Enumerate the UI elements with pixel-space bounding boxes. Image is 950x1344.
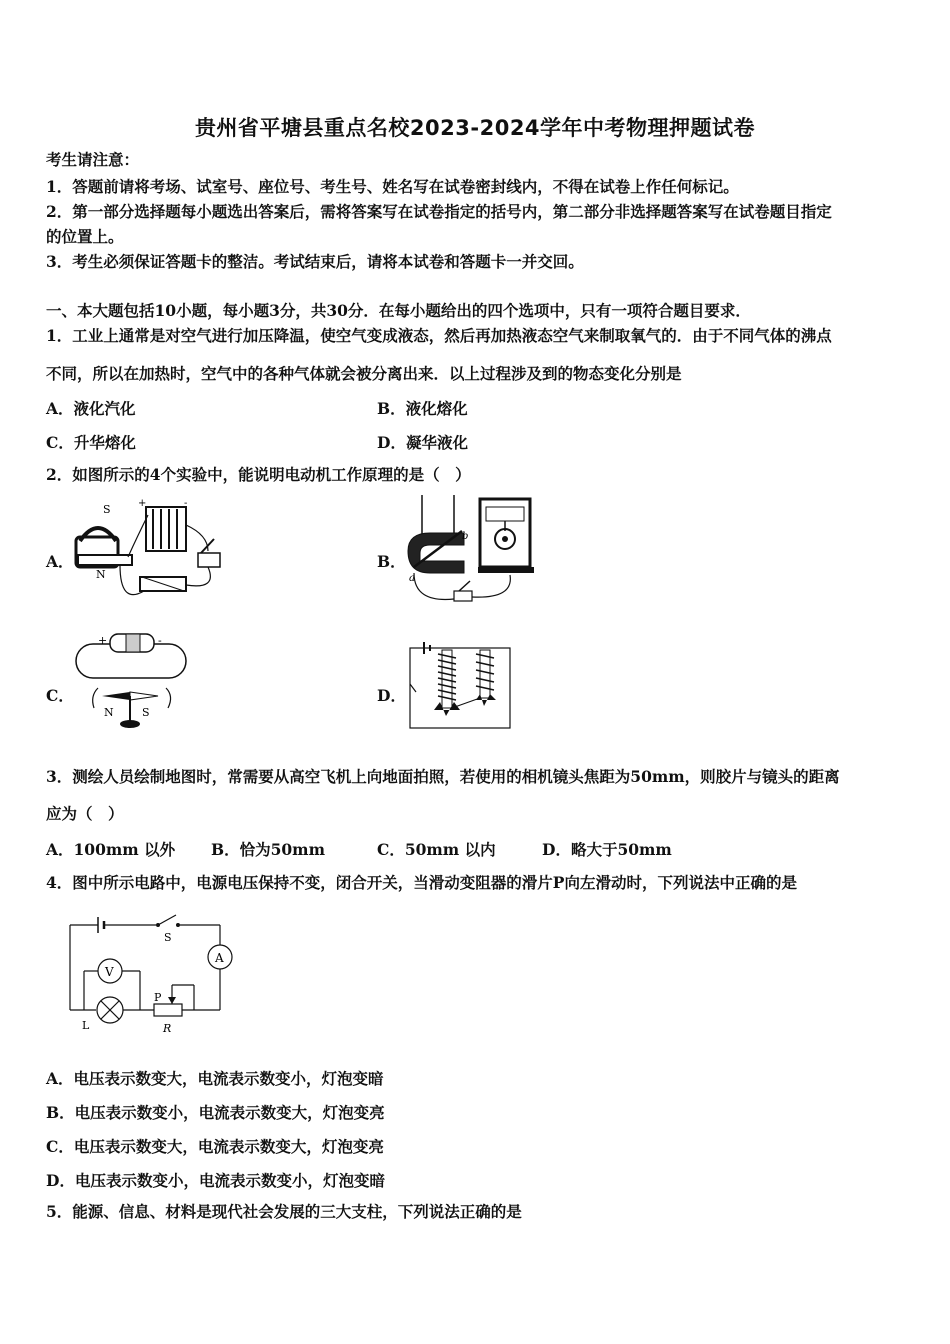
- circuit-l-label: L: [82, 1019, 90, 1032]
- q3-option-b[interactable]: B．恰为50mm: [211, 840, 325, 859]
- q4-option-a[interactable]: A．电压表示数变大，电流表示数变小，灯泡变暗: [46, 1069, 384, 1088]
- fig-c-plus-label: +: [98, 634, 108, 647]
- q1-option-b[interactable]: B．液化熔化: [377, 399, 468, 418]
- q4-option-c[interactable]: C．电压表示数变大，电流表示数变大，灯泡变亮: [46, 1137, 384, 1156]
- fig-c-minus-label: -: [158, 634, 162, 647]
- fig-a-s-label: S: [103, 503, 111, 516]
- circuit-p-label: P: [154, 991, 162, 1004]
- q1-stem-line1: 1．工业上通常是对空气进行加压降温，使空气变成液态，然后再加热液态空气来制取氧气的．由于不同气体的沸点: [46, 326, 832, 345]
- fig-c-s-label: S: [142, 706, 150, 719]
- q2-option-a[interactable]: A．: [46, 552, 74, 571]
- section-heading: 一、本大题包括10小题，每小题3分，共30分．在每小题给出的四个选项中，只有一项符合题目要求．: [46, 301, 751, 320]
- q2-option-b[interactable]: B．: [377, 552, 406, 571]
- page-title: 贵州省平塘县重点名校2023-2024学年中考物理押题试卷: [194, 116, 756, 140]
- q2-option-c[interactable]: C．: [46, 686, 74, 705]
- q3-option-d[interactable]: D．略大于50mm: [542, 840, 672, 859]
- q3-stem-line2: 应为（ ）: [46, 804, 124, 823]
- circuit-s-label: S: [164, 931, 172, 944]
- figure-a-diagram: [68, 495, 228, 607]
- fig-b-a-label: a: [409, 573, 415, 584]
- notice-item: 1．答题前请将考场、试室号、座位号、考生号、姓名写在试卷密封线内，不得在试卷上作任何标记。: [46, 177, 739, 196]
- notice-item: 的位置上。: [46, 227, 124, 246]
- q1-option-c[interactable]: C．升华熔化: [46, 433, 136, 452]
- notice-item: 2．第一部分选择题每小题选出答案后，需将答案写在试卷指定的括号内，第二部分非选择题答案写在试卷题目指定: [46, 202, 832, 221]
- q1-option-d[interactable]: D．凝华液化: [377, 433, 468, 452]
- fig-a-n-label: N: [96, 568, 106, 581]
- q1-option-a[interactable]: A．液化汽化: [46, 399, 136, 418]
- notice-heading: 考生请注意：: [46, 150, 140, 169]
- q3-stem-line1: 3．测绘人员绘制地图时，常需要从高空飞机上向地面拍照，若使用的相机镜头焦距为50mm，则胶片与镜头的距离: [46, 767, 840, 786]
- q2-stem: 2．如图所示的4个实验中，能说明电动机工作原理的是（ ）: [46, 465, 471, 484]
- figure-d-diagram: [404, 640, 514, 732]
- q1-stem-line2: 不同，所以在加热时，空气中的各种气体就会被分离出来．以上过程涉及到的物态变化分别是: [46, 364, 682, 383]
- fig-a-minus-label: -: [184, 498, 188, 509]
- fig-c-n-label: N: [104, 706, 114, 719]
- notice-item: 3．考生必须保证答题卡的整洁。考试结束后，请将本试卷和答题卡一并交回。: [46, 252, 584, 271]
- circuit-v-label: V: [105, 965, 114, 979]
- figure-c-diagram: [74, 630, 194, 734]
- figure-b-diagram: [404, 495, 534, 607]
- q4-option-b[interactable]: B．电压表示数变小，电流表示数变大，灯泡变亮: [46, 1103, 385, 1122]
- q3-option-a[interactable]: A．100mm 以外: [46, 840, 176, 859]
- q3-option-c[interactable]: C．50mm 以内: [377, 840, 496, 859]
- fig-a-plus-label: +: [138, 498, 147, 509]
- q4-option-d[interactable]: D．电压表示数变小，电流表示数变小，灯泡变暗: [46, 1171, 385, 1190]
- q4-circuit-diagram: [60, 905, 245, 1037]
- q2-option-d[interactable]: D．: [377, 686, 406, 705]
- circuit-a-label: A: [215, 951, 224, 965]
- circuit-r-label: R: [163, 1022, 172, 1035]
- q5-stem: 5．能源、信息、材料是现代社会发展的三大支柱，下列说法正确的是: [46, 1202, 522, 1221]
- q4-stem: 4．图中所示电路中，电源电压保持不变，闭合开关，当滑动变阻器的滑片P向左滑动时，下列说法中正确的是: [46, 873, 797, 892]
- fig-b-b-label: b: [462, 531, 469, 542]
